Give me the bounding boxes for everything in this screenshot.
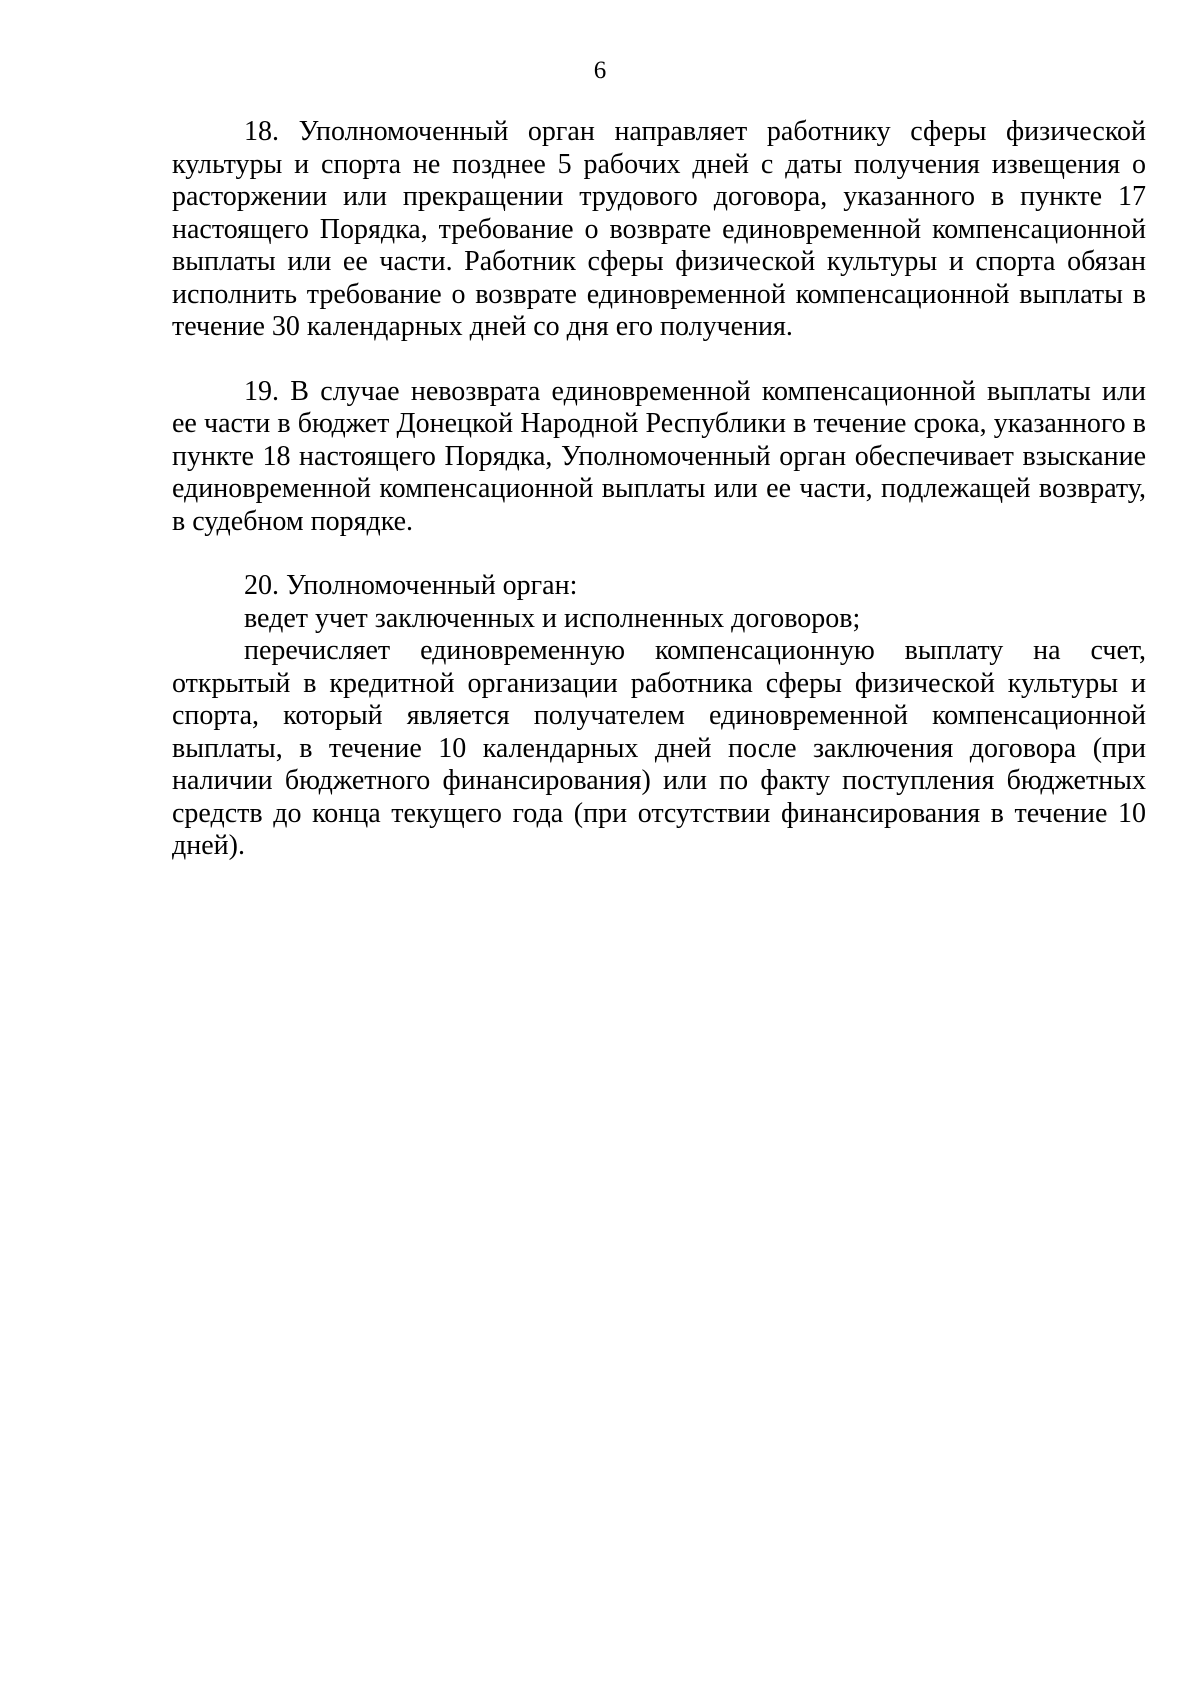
paragraph-spacer <box>172 538 1146 570</box>
paragraph-20-item-2: перечисляет единовременную компенсационную выплату на счет, открытый в кредитной организации работника сферы физической культуры и спорта, который является получателем единовременной компенсационной выплаты, в течение 10 календарных дней после заключения договора (при наличии бюджетного финансирования) или по факту поступления бюджетных средств до конца текущего года (при отсутствии финансирования в течение 10 дней). <box>172 635 1146 861</box>
paragraph-20-item-1: ведет учет заключенных и исполненных договоров; <box>244 602 861 634</box>
paragraph-19: 19. В случае невозврата единовременной компенсационной выплаты или ее части в бюджет Донецкой Народной Республики в течение срока, указанного в пункте 18 настоящего Порядка, Уполномоченный орган обеспечивает взыскание единовременной компенсационной выплаты или ее части, подлежащей возврату, в судебном порядке. <box>172 375 1146 537</box>
document-body <box>172 116 1146 863</box>
paragraph-20-title: 20. Уполномоченный орган: <box>244 570 578 601</box>
paragraph-spacer <box>172 344 1146 376</box>
page-number: 6 <box>593 57 607 84</box>
paragraph-18: 18. Уполномоченный орган направляет работнику сферы физической культуры и спорта не позднее 5 рабочих дней с даты получения извещения о расторжении или прекращении трудового договора, указанного в пункте 17 настоящего Порядка, требование о возврате единовременной компенсационной выплаты или ее части. Работник сферы физической культуры и спорта обязан исполнить требование о возврате единовременной компенсационной выплаты в течение 30 календарных дней со дня его получения. <box>172 116 1146 342</box>
